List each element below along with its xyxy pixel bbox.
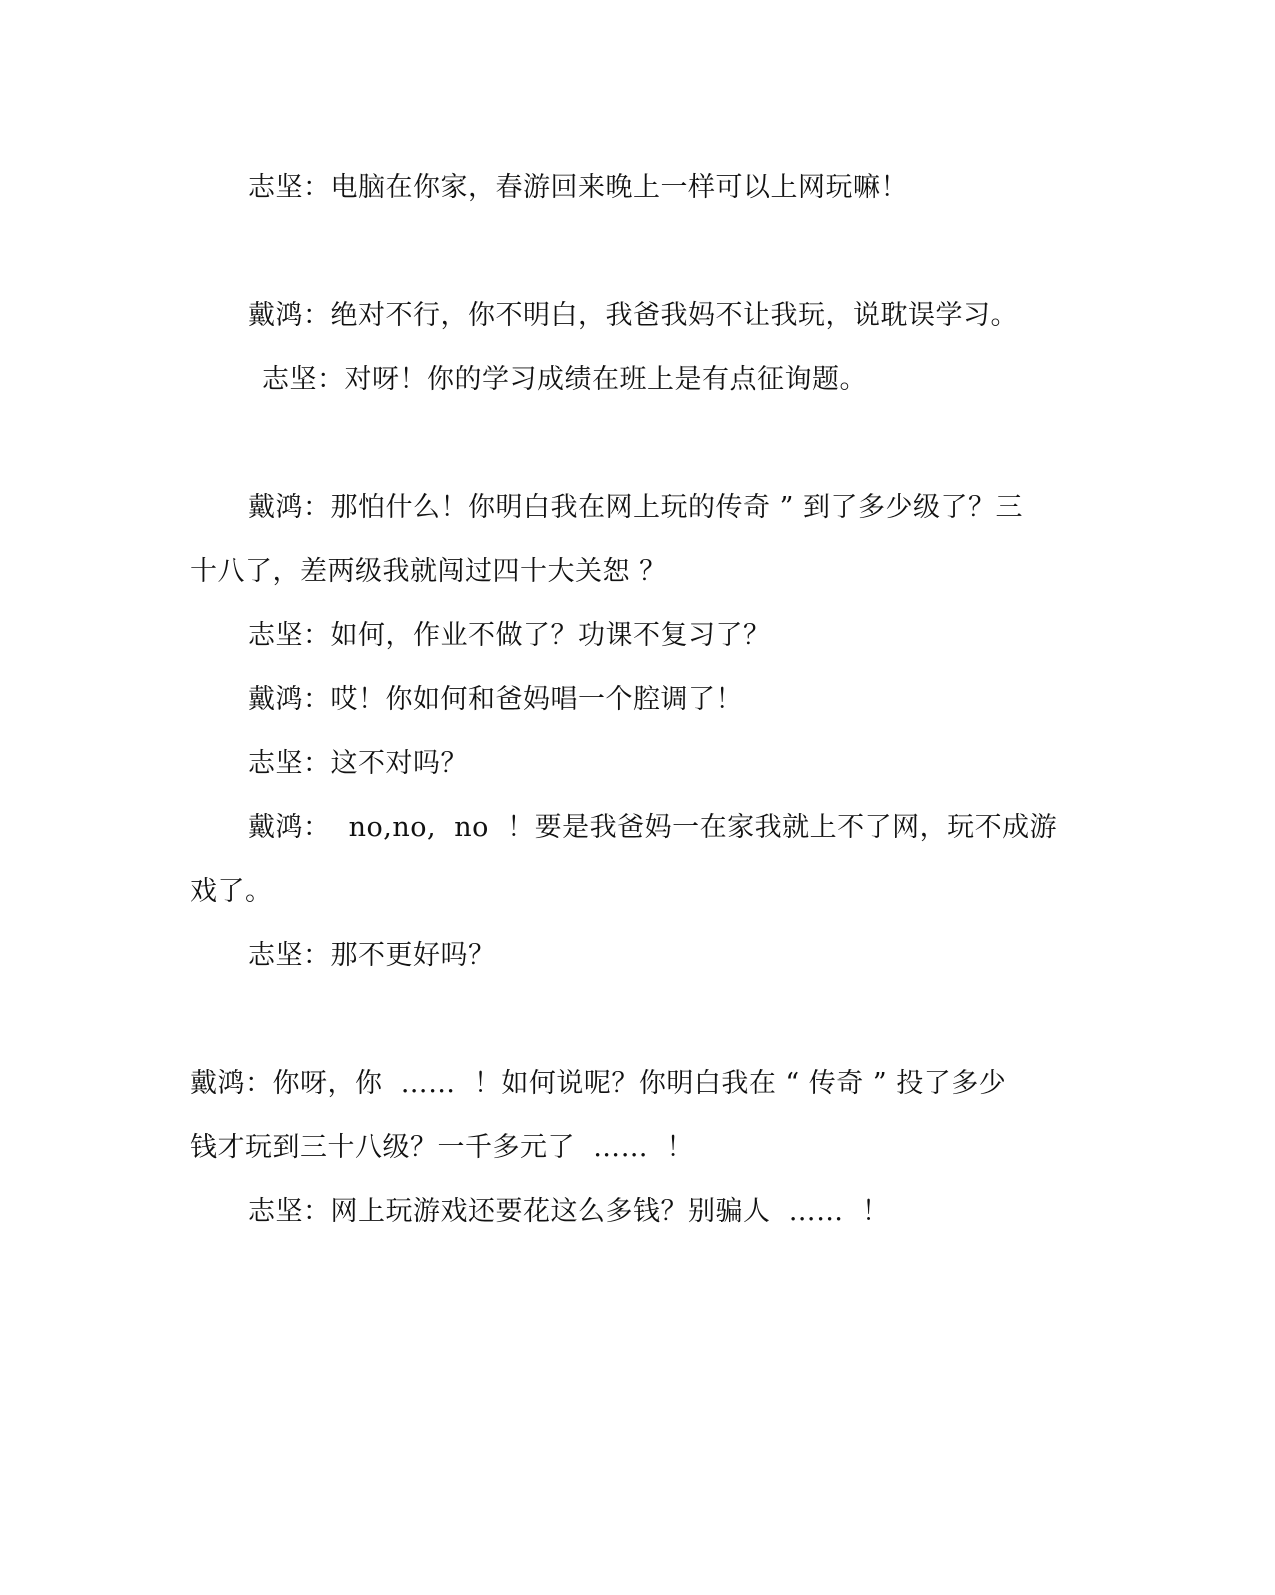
text-line: 戏了。: [190, 876, 273, 907]
text-line: 十八了，差两级我就闯过四十大关恕 ？: [190, 556, 667, 587]
text-line: 戴鸿：那怕什么！你明白我在网上玩的传奇 ” 到了多少级了？三: [248, 492, 1023, 523]
text-line: 戴鸿： no,no, no ！要是我爸妈一在家我就上不了网，玩不成游: [248, 812, 1058, 843]
text-line: 戴鸿：你呀，你 …… ！如何说呢？你明白我在 “ 传奇 ” 投了多少: [190, 1068, 1007, 1099]
text-line: 戴鸿：绝对不行，你不明白，我爸我妈不让我玩，说耽误学习。: [248, 300, 1018, 331]
text-line: 志坚：网上玩游戏还要花这么多钱？别骗人 …… ！: [248, 1196, 890, 1227]
text-line: 志坚：电脑在你家，春游回来晚上一样可以上网玩嘛！: [248, 172, 908, 203]
text-line: 戴鸿：哎！你如何和爸妈唱一个腔调了！: [248, 684, 743, 715]
text-line: 志坚：那不更好吗？: [248, 940, 496, 971]
text-line: 志坚：对呀！你的学习成绩在班上是有点征询题。: [262, 364, 867, 395]
text-line: 志坚：这不对吗？: [248, 748, 468, 779]
text-line: 钱才玩到三十八级？一千多元了 …… ！: [190, 1132, 694, 1163]
text-line: 志坚：如何，作业不做了？功课不复习了？: [248, 620, 771, 651]
